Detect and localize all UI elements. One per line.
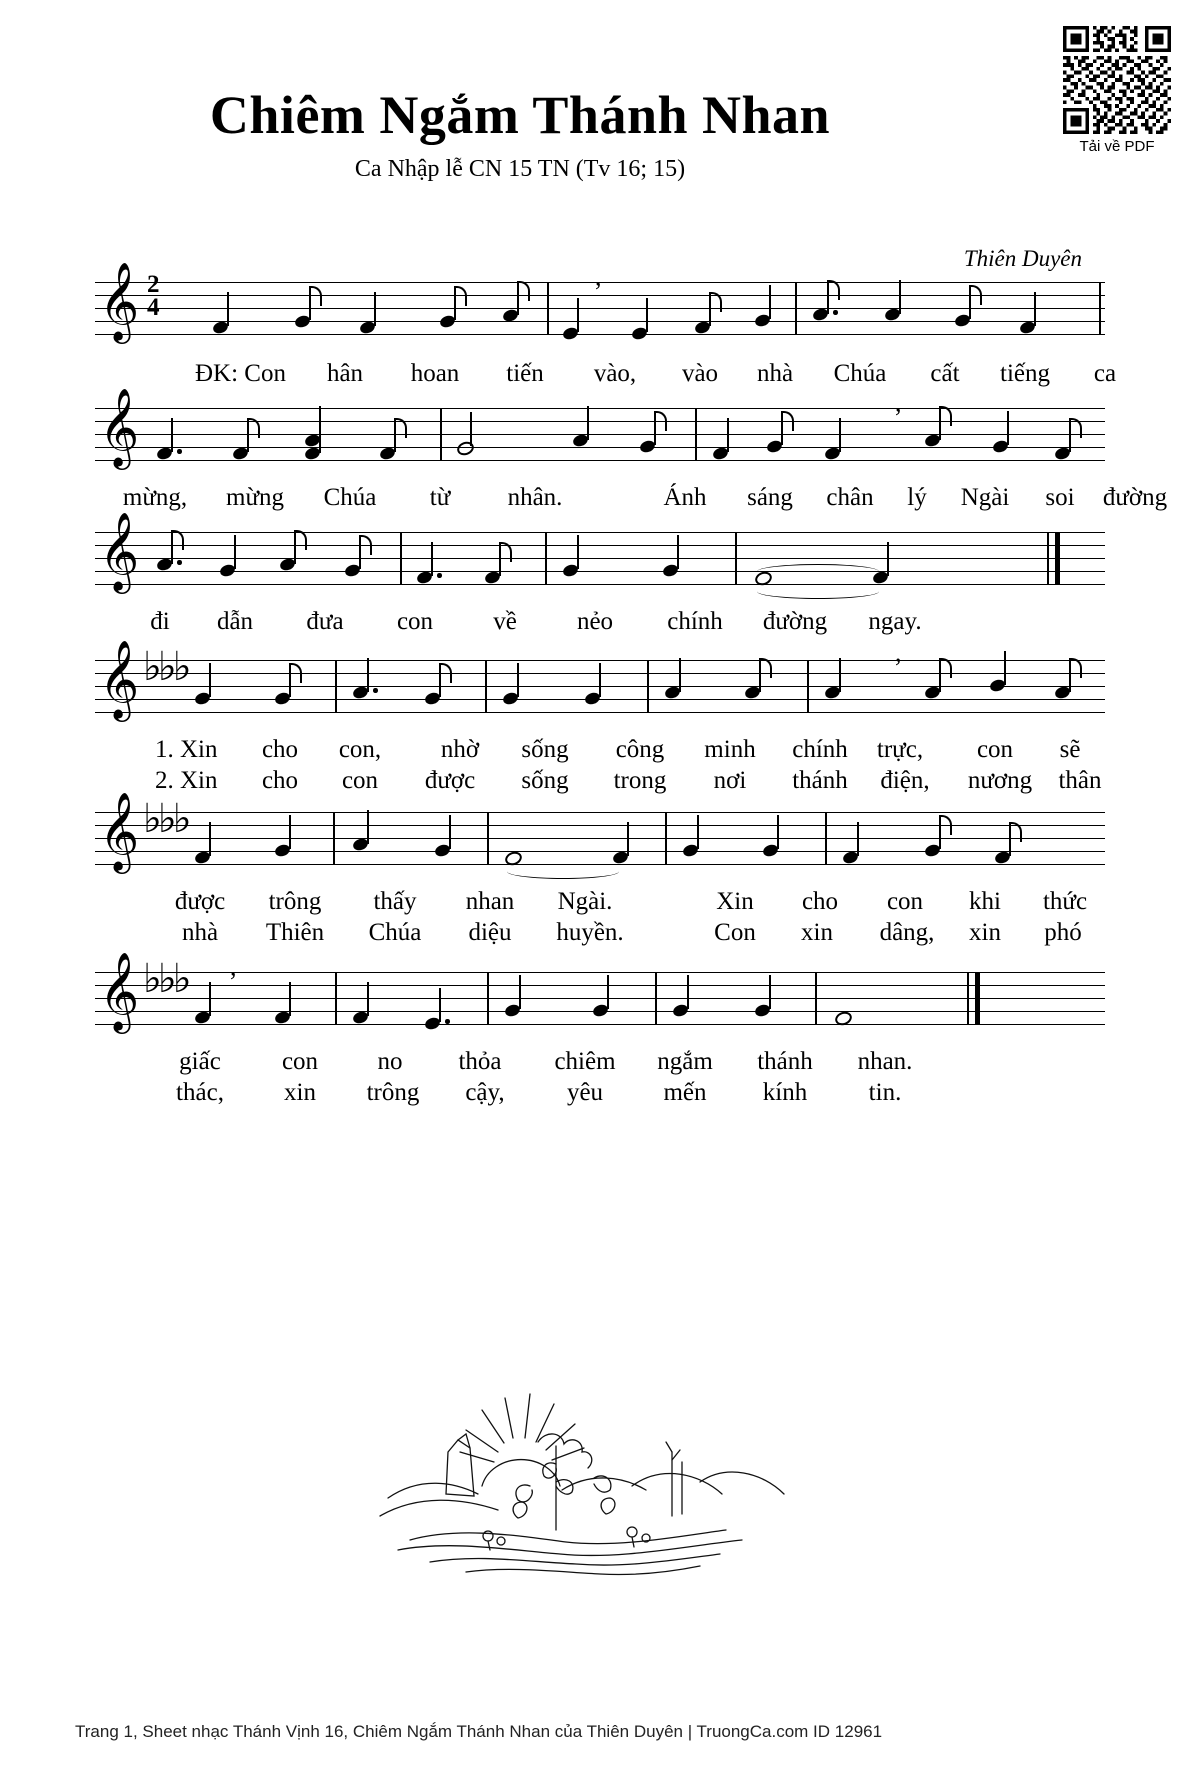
lyric-word: chân	[826, 484, 874, 511]
lyric-word: Chúa	[833, 360, 887, 387]
treble-clef-icon: 𝄞	[99, 262, 140, 341]
lyrics-line-4-verse-2	[95, 767, 1105, 799]
lyric-word: kính	[762, 1079, 808, 1106]
qr-code-icon[interactable]	[1063, 26, 1171, 134]
lyric-word: trực,	[876, 736, 924, 763]
lyric-word: dẫn	[216, 608, 254, 635]
lyrics-line-6-verse-1	[95, 1048, 1105, 1080]
lyric-word: nhân.	[507, 484, 563, 511]
lyric-word: về	[493, 608, 517, 635]
lyric-word: cất	[930, 360, 960, 387]
lyric-word: Con	[714, 919, 756, 946]
lyric-word: vào	[681, 360, 719, 387]
lyric-word: con	[396, 608, 434, 635]
lyric-word: thánh	[792, 767, 848, 794]
lyric-word: con	[341, 767, 379, 794]
lyric-word: yêu	[566, 1079, 604, 1106]
lyric-word: tiếng	[1000, 360, 1050, 387]
lyric-word: mừng,	[122, 484, 188, 511]
lyric-word: được	[424, 767, 476, 794]
lyric-word: Ánh	[663, 484, 707, 511]
composer-name: Thiên Duyên	[963, 246, 1082, 271]
lyric-word: trông	[268, 888, 322, 915]
staff-lines	[95, 262, 1105, 344]
staff-system-6	[95, 952, 1105, 1034]
staff-system-5	[95, 792, 1105, 874]
lyric-word: giấc	[179, 1048, 221, 1075]
lyric-word: nhà	[756, 360, 794, 387]
lyric-word: mến	[663, 1079, 707, 1106]
staff-lines	[95, 792, 1105, 874]
lyric-word: dâng,	[879, 919, 935, 946]
lyric-word: thấy	[373, 888, 417, 915]
lyrics-line-5-verse-1	[95, 888, 1105, 920]
lyric-word: nhan	[465, 888, 515, 915]
lyric-word: nhờ	[440, 736, 480, 763]
tie-slur	[757, 564, 879, 579]
lyric-word: ngay.	[868, 608, 922, 635]
lyric-word: điện,	[880, 767, 930, 794]
staff-system-1	[95, 262, 1105, 344]
treble-clef-icon: 𝄞	[99, 792, 140, 871]
lyrics-line-5-verse-2	[95, 919, 1105, 951]
lyric-word: sáng	[747, 484, 793, 511]
lyric-word: con	[976, 736, 1014, 763]
lyric-word: nương	[967, 767, 1033, 794]
staff-system-3	[95, 512, 1105, 594]
lyric-word: minh	[704, 736, 756, 763]
lyric-word: Chúa	[368, 919, 422, 946]
lyric-word: nhan.	[857, 1048, 913, 1075]
lyrics-line-3	[95, 608, 1105, 640]
lyric-word: no	[377, 1048, 403, 1075]
lyric-word: sẽ	[1059, 736, 1081, 763]
lyric-word: cho	[801, 888, 839, 915]
lyric-word: con	[281, 1048, 319, 1075]
tie-slur	[507, 864, 619, 879]
lyric-word: nơi	[713, 767, 747, 794]
page-title: Chiêm Ngắm Thánh Nhan	[209, 85, 831, 145]
treble-clef-icon: 𝄞	[99, 640, 140, 719]
lyric-word: cho	[261, 767, 299, 794]
lyrics-line-6-verse-2	[95, 1079, 1105, 1111]
lyric-word: cho	[261, 736, 299, 763]
treble-clef-icon: 𝄞	[99, 512, 140, 591]
qr-download-block[interactable]	[1058, 26, 1176, 155]
lyric-word: được	[174, 888, 226, 915]
lyric-word: nẻo	[576, 608, 614, 635]
staff-lines	[95, 388, 1105, 470]
lyric-word: ngắm	[657, 1048, 713, 1075]
lyric-word: hân	[326, 360, 364, 387]
sunrise-landscape-illustration	[370, 1390, 800, 1590]
lyric-word: vào,	[593, 360, 637, 387]
lyric-word: huyền.	[556, 919, 624, 946]
lyric-word: lý	[907, 484, 927, 511]
lyric-word: cậy,	[465, 1079, 505, 1106]
lyric-word: đi	[150, 608, 170, 635]
lyric-word: soi	[1045, 484, 1075, 511]
treble-clef-icon: 𝄞	[99, 388, 140, 467]
lyric-word: con,	[338, 736, 382, 763]
lyric-word: thân	[1058, 767, 1102, 794]
lyric-word: thỏa	[458, 1048, 502, 1075]
breath-mark: ,	[595, 262, 602, 291]
footer-credit: Trang 1, Sheet nhạc Thánh Vịnh 16, Chiêm Ngắm Thánh Nhan của Thiên Duyên | TruongCa.com ID 12961	[75, 1722, 883, 1741]
lyric-word: 1. Xin	[155, 736, 218, 763]
lyric-word: tin.	[868, 1079, 902, 1106]
lyric-word: sống	[521, 767, 569, 794]
lyrics-line-4-verse-1	[95, 736, 1105, 768]
lyric-word: sống	[521, 736, 569, 763]
lyric-word: con	[886, 888, 924, 915]
tie-slur	[757, 584, 879, 599]
lyric-word: trông	[366, 1079, 420, 1106]
lyric-word: đường	[1102, 484, 1168, 511]
lyric-word: chính	[667, 608, 723, 635]
staff-lines	[95, 638, 1105, 722]
lyric-word: thác,	[176, 1079, 224, 1106]
lyric-word: khi	[969, 888, 1001, 915]
qr-caption[interactable]: Tải về PDF	[1079, 138, 1155, 155]
lyric-word: mừng	[226, 484, 284, 511]
lyric-word: Xin	[716, 888, 754, 915]
lyric-word: phó	[1044, 919, 1082, 946]
lyric-word: thánh	[757, 1048, 813, 1075]
lyric-word: đưa	[306, 608, 344, 635]
lyric-word: ĐK: Con	[195, 360, 286, 387]
lyric-word: chính	[792, 736, 848, 763]
treble-clef-icon: 𝄞	[99, 952, 140, 1031]
page-subtitle: Ca Nhập lễ CN 15 TN (Tv 16; 15)	[354, 156, 686, 182]
lyric-word: từ	[429, 484, 451, 511]
lyric-word: tiến	[506, 360, 544, 387]
lyric-word: 2. Xin	[155, 767, 218, 794]
lyric-word: xin	[969, 919, 1001, 946]
breath-mark: ,	[230, 952, 237, 981]
lyric-word: Ngài.	[557, 888, 613, 915]
lyrics-line-2	[95, 484, 1168, 516]
time-signature: 2 4	[147, 271, 160, 321]
key-signature-flats: ♭♭♭	[143, 796, 188, 842]
lyric-word: đường	[762, 608, 828, 635]
lyric-word: Chúa	[323, 484, 377, 511]
lyric-word: thức	[1042, 888, 1088, 915]
lyric-word: nhà	[181, 919, 219, 946]
lyric-word: hoan	[410, 360, 460, 387]
lyric-word: chiêm	[554, 1048, 616, 1075]
lyric-word: xin	[801, 919, 833, 946]
staff-lines	[95, 952, 1105, 1034]
lyric-word: công	[615, 736, 665, 763]
lyric-word: ca	[1093, 360, 1117, 387]
lyric-word: Thiên	[265, 919, 325, 946]
staff-lines	[95, 512, 1105, 594]
lyric-word: diệu	[468, 919, 512, 946]
key-signature-flats: ♭♭♭	[143, 644, 188, 690]
lyric-word: trong	[613, 767, 667, 794]
breath-mark: ,	[895, 638, 902, 667]
key-signature-flats: ♭♭♭	[143, 956, 188, 1002]
staff-system-4	[95, 638, 1105, 722]
lyric-word: xin	[284, 1079, 316, 1106]
breath-mark: ,	[895, 388, 902, 417]
staff-system-2	[95, 388, 1105, 470]
lyric-word: Ngài	[960, 484, 1010, 511]
lyrics-line-1	[95, 360, 1117, 392]
